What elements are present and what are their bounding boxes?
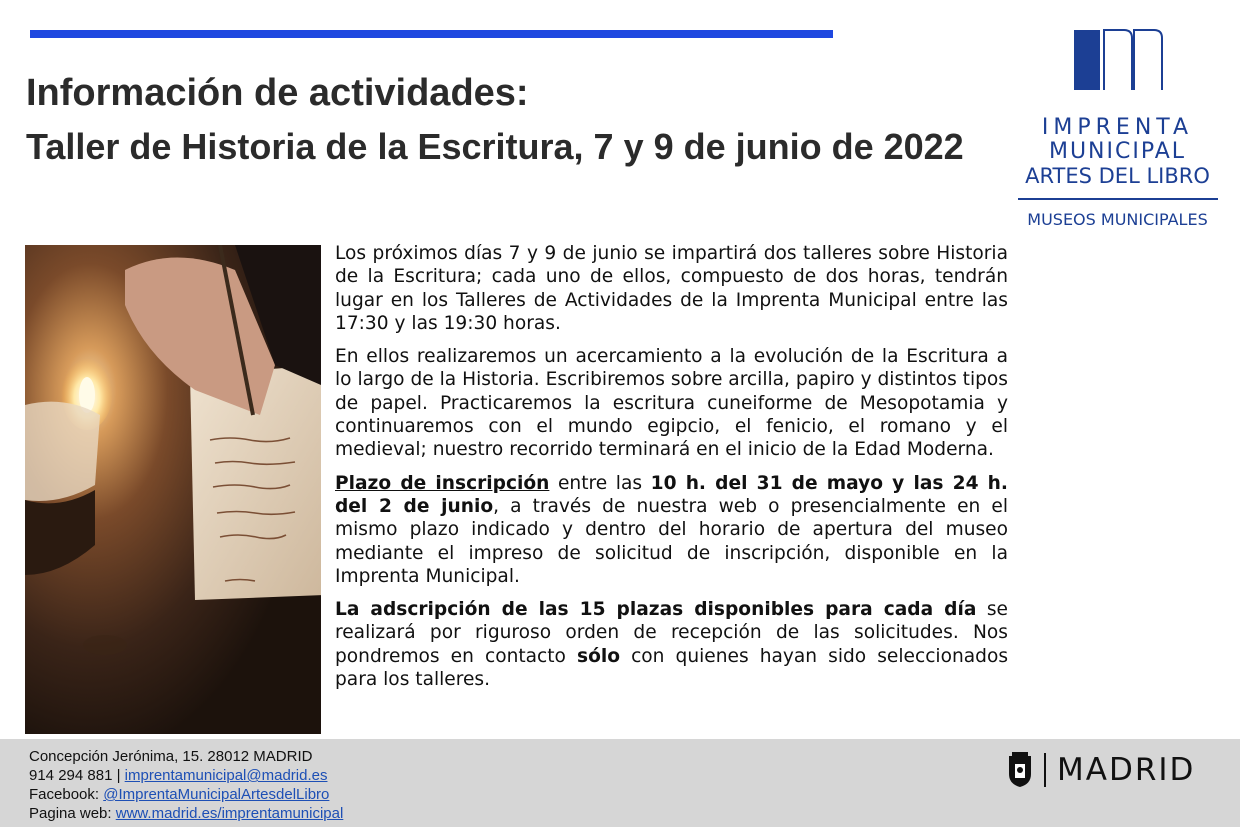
title-line-1: Información de actividades:: [26, 72, 529, 114]
logo-line-3: ARTES DEL LIBRO: [1025, 164, 1210, 188]
logo-line-2: MUNICIPAL: [1048, 139, 1187, 164]
paragraph-registration: [335, 472, 1008, 588]
allocation-text-a: se realizará por riguroso orden de recepción de las solicitudes. Nos pondremos en contacto: [335, 599, 1008, 667]
writing-candlelight-photo: [25, 245, 321, 734]
page-title: [26, 70, 986, 165]
registration-text-a: entre las: [549, 472, 651, 494]
madrid-wordmark: MADRID: [1057, 752, 1196, 788]
footer: [0, 739, 1240, 827]
description-text: [335, 242, 1008, 701]
allocation-only: sólo: [577, 645, 621, 667]
footer-phone-line: [29, 766, 343, 785]
paragraph-content: En ellos realizaremos un acercamiento a la evolución de la Escritura a lo largo de la Historia. Escribiremos sobre arcilla, papiro y distintos tipos de papel. Practicaremos la escritura cuneiforme de Mesopotamia y continuaremos con el mundo egipcio, el fenicio, el romano y el medieval; nuestro recorrido terminará en el inicio de la Edad Moderna.: [335, 346, 1008, 461]
web-label: Pagina web:: [29, 805, 116, 822]
contact-info: [29, 747, 343, 823]
registration-deadline-label: Plazo de inscripción: [335, 472, 550, 494]
footer-phone: 914 294 881 |: [29, 767, 125, 784]
registration-text-b: , a través de nuestra web o presencialmente en el mismo plazo indicado y dentro del horario de apertura del museo mediante el impreso de solicitud de inscripción, disponible en la Imprenta Municipal.: [335, 495, 1008, 587]
facebook-label: Facebook:: [29, 786, 104, 803]
logo-divider: [1018, 198, 1218, 200]
paragraph-intro: Los próximos días 7 y 9 de junio se impartirá dos talleres sobre Historia de la Escritura; cada uno de ellos, compuesto de dos horas, tendrán lugar en los Talleres de Actividades de la Imprenta Municipal entre las 17:30 y las 19:30 horas.: [335, 243, 1008, 334]
book-logo-icon: [1074, 28, 1164, 92]
madrid-logo-divider: [1044, 753, 1046, 787]
footer-address: Concepción Jerónima, 15. 28012 MADRID: [29, 748, 313, 765]
accent-bar: [30, 30, 833, 38]
logo-line-1: IMPRENTA: [1041, 115, 1194, 140]
title-line-2: Taller de Historia de la Escritura, 7 y 9 de junio de 2022: [26, 126, 964, 167]
email-link[interactable]: imprentamunicipal@madrid.es: [124, 767, 328, 784]
footer-web-line: [29, 804, 343, 823]
footer-facebook-line: [29, 785, 343, 804]
website-link[interactable]: www.madrid.es/imprentamunicipal: [115, 805, 344, 822]
logo-line-4: MUSEOS MUNICIPALES: [1027, 210, 1208, 229]
registration-dates: 10 h. del 31 de mayo y las 24 h. del 2 de junio: [335, 472, 1008, 517]
imprenta-municipal-logo: [1010, 28, 1225, 233]
allocation-bold: La adscripción de las 15 plazas disponibles para cada día: [335, 599, 977, 621]
allocation-text-b: con quienes hayan sido seleccionados para los talleres.: [335, 645, 1009, 691]
facebook-link[interactable]: @ImprentaMunicipalArtesdelLibro: [103, 786, 330, 803]
paragraph-allocation: [335, 598, 1008, 691]
madrid-crest-icon: [1007, 752, 1033, 788]
